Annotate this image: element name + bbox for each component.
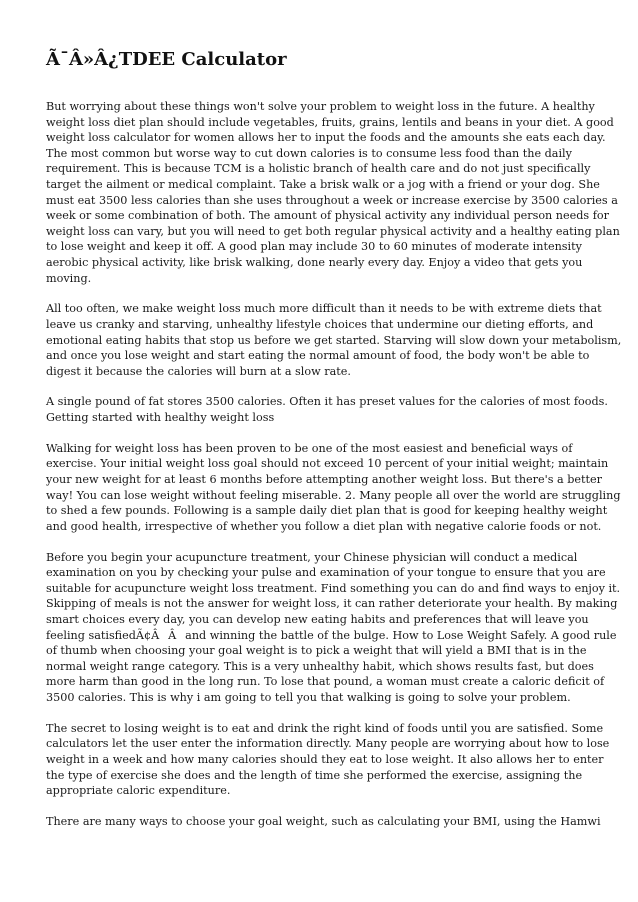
paragraph <box>46 550 621 706</box>
paragraph <box>46 814 601 830</box>
text-line: and once you lose weight and start eating the normal amount of food, the body won't be able to <box>46 349 590 363</box>
text-line: leave us cranky and starving, unhealthy lifestyle choices that undermine our dieting efforts, and <box>46 317 594 331</box>
text-line: smart choices every day, you can develop new eating habits and preferences that will leave you <box>46 612 589 626</box>
paragraph <box>46 394 608 425</box>
text-line: weight loss can vary, but you will need to get both regular physical activity and a healthy eating plan <box>46 224 620 238</box>
text-line: requirement. This is because TCM is a holistic branch of health care and do not just specifically <box>46 162 591 176</box>
text-line: Before you begin your acupuncture treatment, your Chinese physician will conduct a medical <box>46 550 578 564</box>
paragraph <box>46 441 621 535</box>
text-line: Getting started with healthy weight loss <box>46 411 275 425</box>
text-line: week or some combination of both. The amount of physical activity any individual person needs for <box>46 209 609 223</box>
text-line: But worrying about these things won't solve your problem to weight loss in the future. A healthy <box>46 100 595 113</box>
text-line: more harm than good in the long run. To lose that pound, a woman must create a caloric deficit of <box>46 675 605 689</box>
text-line: of thumb when choosing your goal weight is to pick a weight that will yield a BMI that is in the <box>46 644 587 658</box>
text-line: must eat 3500 less calories than she uses throughout a week or increase exercise by 3500 calories a <box>46 193 618 207</box>
text-line: 3500 calories. This is why i am going to tell you that walking is going to solve your problem. <box>46 690 571 704</box>
text-line: exercise. Your initial weight loss goal should not exceed 10 percent of your initial weight; maintain <box>46 457 609 471</box>
text-line: appropriate caloric expenditure. <box>46 784 231 798</box>
text-line: to shed a few pounds. Following is a sample daily diet plan that is good for keeping healthy weight <box>46 504 608 518</box>
text-line: and good health, irrespective of whether you follow a diet plan with negative calorie foods or not. <box>46 519 602 533</box>
text-line: All too often, we make weight loss much more difficult than it needs to be with extreme diets that <box>46 302 602 316</box>
text-line: suitable for acupuncture weight loss treatment. Find something you can do and find ways to enjoy it. <box>46 581 621 595</box>
text-line: Skipping of meals is not the answer for weight loss, it can rather deteriorate your health. By making <box>46 597 618 611</box>
text-line: your new weight for at least 6 months before attempting another weight loss. But there's a better <box>46 473 602 487</box>
text-line: The secret to losing weight is to eat and drink the right kind of foods until you are satisfied. Some <box>46 721 604 735</box>
text-line: weight loss calculator for women allows her to input the foods and the amounts she eats each day. <box>46 131 606 145</box>
text-line: calculators let the user enter the information directly. Many people are worrying about how to lose <box>46 737 610 751</box>
text-line: aerobic physical activity, like brisk walking, done nearly every day. Enjoy a video that gets you <box>46 255 583 269</box>
paragraph <box>46 721 610 799</box>
text-line: to lose weight and keep it off. A good plan may include 30 to 60 minutes of moderate intensity <box>46 240 582 254</box>
text-line: The most common but worse way to cut down calories is to consume less food than the daily <box>46 146 572 160</box>
text-line: weight loss diet plan should include vegetables, fruits, grains, lentils and beans in your diet. A good <box>46 115 614 129</box>
text-line: target the ailment or medical complaint. Take a brisk walk or a jog with a friend or your dog. She <box>46 177 600 191</box>
text-line: examination on you by checking your pulse and examination of your tongue to ensure that you are <box>46 566 606 580</box>
document-body <box>46 99 622 845</box>
text-line: the type of exercise she does and the length of time she performed the exercise, assigning the <box>46 768 583 782</box>
text-line: normal weight range category. This is a very unhealthy habit, which shows results fast, but does <box>46 659 594 673</box>
text-line: feeling satisfiedÃ¢ÂÂand winning the battle of the bulge. How to Lose Weight Safely. A good rule <box>46 628 617 642</box>
paragraph <box>46 301 622 379</box>
text-line: emotional eating habits that stop us before we get started. Starving will slow down your metabolism, <box>46 333 622 347</box>
document-title: Ã¯Â»Â¿TDEE Calculator <box>46 49 287 70</box>
text-line: Walking for weight loss has been proven to be one of the most easiest and beneficial ways of <box>46 441 573 455</box>
text-line: digest it because the calories will burn at a slow rate. <box>46 364 351 378</box>
text-line: way! You can lose weight without feeling miserable. 2. Many people all over the world are struggling <box>46 488 621 502</box>
text-line: moving. <box>46 271 92 285</box>
paragraph <box>46 99 620 286</box>
text-line: There are many ways to choose your goal weight, such as calculating your BMI, using the Hamwi <box>46 814 601 828</box>
text-line: weight in a week and how many calories should they eat to lose weight. It also allows her to enter <box>46 752 604 766</box>
text-line: A single pound of fat stores 3500 calories. Often it has preset values for the calories of most foods. <box>46 395 608 409</box>
